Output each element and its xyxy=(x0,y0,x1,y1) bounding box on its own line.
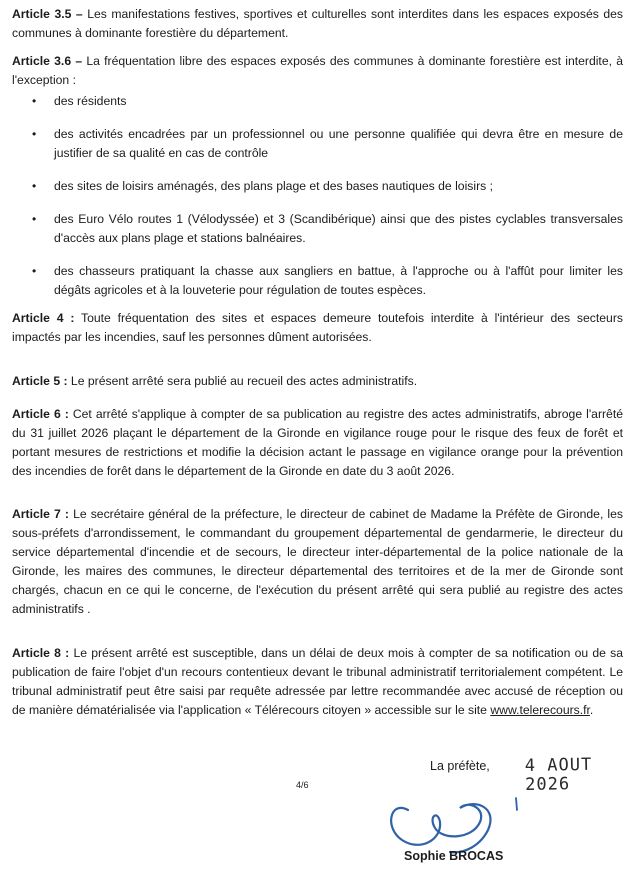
article-7 xyxy=(12,505,623,619)
list-item: • des résidents xyxy=(12,92,623,111)
telerecours-link[interactable]: www.telerecours.fr xyxy=(490,703,590,717)
article-text: Le présent arrêté est susceptible, dans un délai de deux mois à compter de sa notification ou de sa publication de faire l'objet d'un recours contentieux devant le tribunal administratif territorialement compétent. Le tribunal administratif peut être saisi par requête adressée par lettre recommandée avec accusé de réception ou de manière dématérialisée via l'application « Télérecours citoyen » accessible sur le site xyxy=(12,646,623,717)
article-label: Article 3.5 – xyxy=(12,7,83,21)
bullet-icon: • xyxy=(32,264,37,278)
article-5 xyxy=(12,372,623,391)
article-text: Toute fréquentation des sites et espaces demeure toutefois interdite à l'intérieur des secteurs impactés par les incendies, sauf les personnes dûment autorisées. xyxy=(12,311,623,344)
bullet-icon: • xyxy=(32,179,37,193)
article-6 xyxy=(12,405,623,481)
article-label: Article 5 : xyxy=(12,374,68,388)
bullet-icon: • xyxy=(32,127,37,141)
article-text: Le secrétaire général de la préfecture, le directeur de cabinet de Madame la Préfète de Gironde, les sous-préfets d'arrondissement, le commandant du groupement départemental de gendarmerie, le directeur du service départemental d'incendie et de secours, le directeur inter-départemental de la police nationale de la Gironde, les maires des communes, le directeur départemental des territoires et de la mer de Gironde sont chargés, chacun en ce qui le concerne, de l'exécution du présent arrêté qui sera publié au registre des actes administratifs . xyxy=(12,507,624,616)
article-text: La fréquentation libre des espaces exposés des communes à dominante forestière est interdite, à l'exception : xyxy=(12,54,623,87)
article-text: Le présent arrêté sera publié au recueil des actes administratifs. xyxy=(67,374,418,388)
article-text: Cet arrêté s'applique à compter de sa publication au registre des actes administratifs, abroge l'arrêté du 31 juillet 2026 plaçant le département de la Gironde en vigilance rouge pour le risque des feux de forêt et portant mesures de restrictions et modifie la décision actant le passage en vigilance orange pour la prévention des incendies de forêt dans le département de la Gironde en date du 3 août 2026. xyxy=(12,407,623,478)
article-3-6 xyxy=(12,52,623,90)
article-8: Article 8 : Le présent arrêté est susceptible, dans un délai de deux mois à compter de sa notification ou de sa publication de faire l'objet d'un recours contentieux devant le tribunal administratif territorialement compétent. Le tribunal administratif peut être saisi par requête adressée par lettre recommandée avec accusé de réception ou de manière dématérialisée via l'application « Télérecours citoyen » accessible sur le site www.telerecours.fr. xyxy=(12,646,623,717)
article-label: Article 7 : xyxy=(12,507,69,521)
page-number: 4/6 xyxy=(296,780,309,790)
article-label: Article 6 : xyxy=(12,407,69,421)
list-item: • des activités encadrées par un professionnel ou une personne qualifiée qui devra être en mesure de justifier de sa qualité en cas de contrôle xyxy=(32,127,623,160)
article-text: Les manifestations festives, sportives et culturelles sont interdites dans les espaces exposés des communes à dominante forestière du département. xyxy=(12,7,623,40)
list-item: • des Euro Vélo routes 1 (Vélodyssée) et 3 (Scandibérique) ainsi que des pistes cyclables transversales d'accès aux plans plage et stations balnéaires. xyxy=(32,212,623,245)
signatory-title: La préfète, xyxy=(430,759,490,773)
article-label: Article 3.6 – xyxy=(12,54,83,68)
list-item: • des chasseurs pratiquant la chasse aux sangliers en battue, à l'approche ou à l'affût pour limiter les dégâts agricoles et à la louveterie pour régulation de toutes espèces. xyxy=(32,264,623,297)
article-3-5 xyxy=(12,5,623,43)
article-label: Article 4 : xyxy=(12,311,75,325)
bullet-icon: • xyxy=(32,212,37,226)
bullet-icon: • xyxy=(32,94,37,108)
signer-name: Sophie BROCAS xyxy=(404,849,504,863)
list-item: • des sites de loisirs aménagés, des plans plage et des bases nautiques de loisirs ; xyxy=(12,177,623,196)
exception-list xyxy=(12,92,623,314)
article-label: Article 8 : xyxy=(12,646,70,660)
article-4 xyxy=(12,309,623,347)
date-stamp: 4 AOUT 2026 xyxy=(524,754,593,795)
